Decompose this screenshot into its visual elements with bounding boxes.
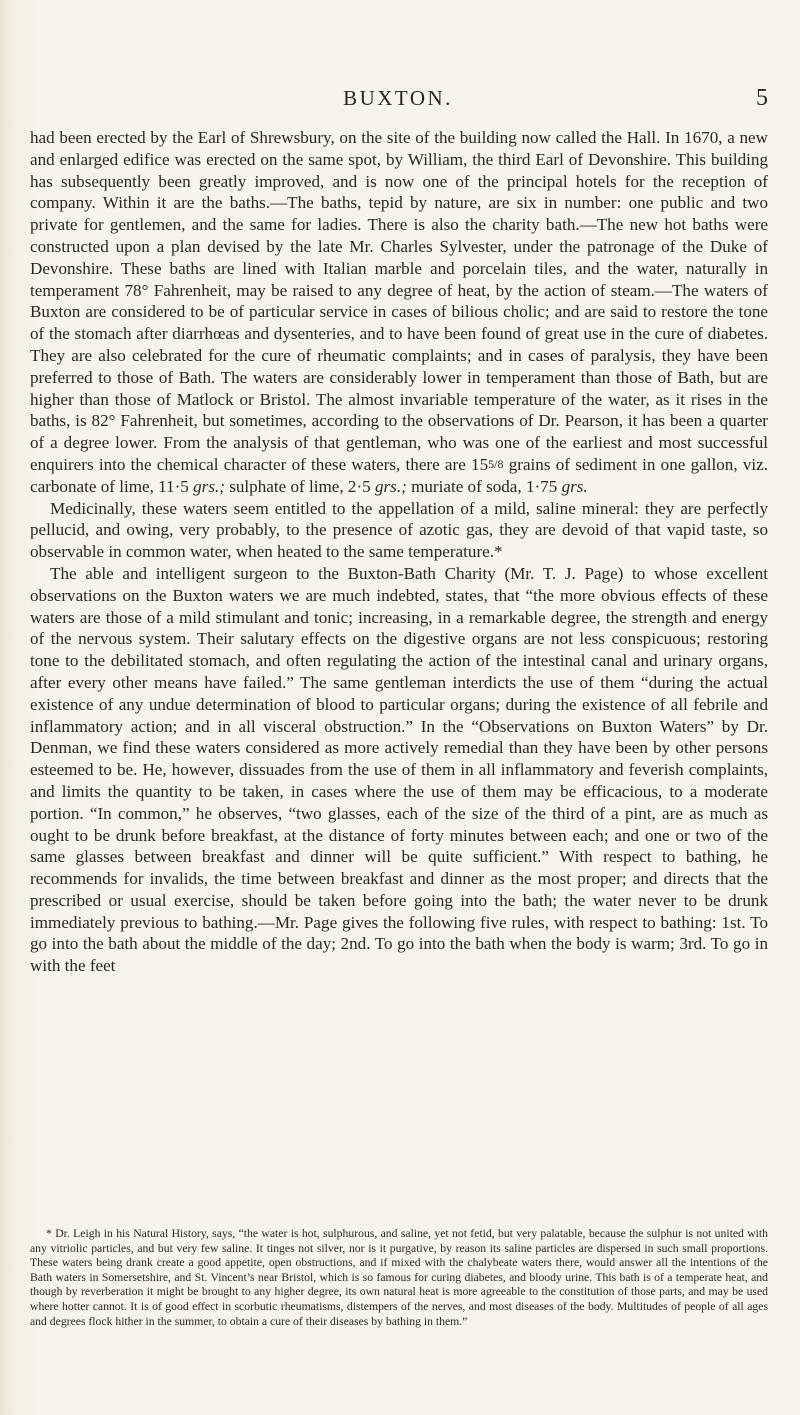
body-text [30,127,768,977]
paragraph-2: Medicinally, these waters seem entitled to the appellation of a mild, saline mineral: they are perfectly pellucid, and owing, very probably, to the presence of azotic gas, they are devoid of that vapid taste, so observable in common water, when heated to the same temperature.* [30,498,768,562]
paragraph-1 [30,127,768,498]
sediment-fraction: 5/8 [488,456,504,471]
footnote: * Dr. Leigh in his Natural History, says, “the water is hot, sulphurous, and saline, yet not fetid, but very palatable, because the sulphur is not united with any vitriolic particles, and but very few saline. It tinges not silver, nor is it purgative, by reason its saline particles are dispersed in such small proportions. These waters being drank create a good appetite, open obstructions, and if mixed with the chalybeate waters there, would answer all the intentions of the Bath waters in Somersetshire, and St. Vincent’s near Bristol, which is so famous for curing diabetes, and bloody urine. This bath is of a temperate heat, and though by reverberation it might be brought to any higher degree, its own natural heat is more agreeable to the constitution of those parts, and may be used where hotter cannot. It is of good effect in scorbutic rheumatisms, distempers of the nerves, and most diseases of the body. Multitudes of people of all ages and degrees flock hither in the summer, to obtain a cure of their diseases by bathing in them.” [30,1227,768,1328]
running-head: BUXTON. [343,86,453,110]
paragraph-1-text-b: grains of sediment in one gallon, viz. carbonate of lime, 11·5 [30,454,768,496]
page-number: 5 [756,85,768,111]
paragraph-1-text-c: sulphate of lime, 2·5 [224,476,375,496]
page-header [28,86,768,116]
grains-abbrev-2: grs.; [374,476,407,496]
grains-abbrev-3: grs. [561,476,588,496]
paragraph-3: The able and intelligent surgeon to the Buxton-Bath Charity (Mr. T. J. Page) to whose excellent observations on the Buxton waters we are much indebted, states, that “the more obvious effects of these waters are those of a mild stimulant and tonic; increasing, in a remarkable degree, the strength and energy of the nervous system. Their salutary effects on the digestive organs are not less conspicuous; restoring tone to the debilitated stomach, and often regulating the action of the intestinal canal and urinary organs, after every other means have failed.” The same gentleman interdicts the use of them “during the actual existence of any undue determination of blood to particular organs; during the existence of all febrile and inflammatory action; and in all visceral obstruction.” In the “Observations on Buxton Waters” by Dr. Denman, we find these waters considered as more actively remedial than they have been by other persons esteemed to be. He, however, dissuades from the use of them in all inflammatory and feverish complaints, and limits the quantity to be taken, in cases where the use of them may be efficacious, to a moderate portion. “In common,” he observes, “two glasses, each of the size of the third of a pint, are as much as ought to be drunk before breakfast, at the distance of forty minutes between each; and one or two of the same glasses between breakfast and dinner will be quite sufficient.” With respect to bathing, he recommends for invalids, the time between breakfast and dinner as the most proper; and directs that the prescribed or usual exercise, should be taken before going into the bath; the water never to be drunk immediately previous to bathing.—Mr. Page gives the following five rules, with respect to bathing: 1st. To go into the bath about the middle of the day; 2nd. To go into the bath when the body is warm; 3rd. To go in with the feet [30,563,768,976]
paragraph-1-text-a: had been erected by the Earl of Shrewsbury, on the site of the building now called the Hall. In 1670, a new and enlarged edifice was erected on the same spot, by William, the third Earl of Devonshire. This building has subsequently been greatly improved, and is now one of the principal hotels for the reception of company. Within it are the baths.—The baths, tepid by nature, are six in number: one public and two private for gentlemen, and the same for ladies. There is also the charity bath.—The new hot baths were constructed upon a plan devised by the late Mr. Charles Sylvester, under the patronage of the Duke of Devonshire. These baths are lined with Italian marble and porcelain tiles, and the water, naturally in temperament 78° Fahrenheit, may be raised to any degree of heat, by the action of steam.—The waters of Buxton are considered to be of particular service in cases of bilious cholic; and are said to restore the tone of the stomach after diarrhœas and dysenteries, and to have been found of great use in the cure of diabetes. They are also celebrated for the cure of rheumatic complaints; and in cases of paralysis, they have been preferred to those of Bath. The waters are considerably lower in temperament than those of Bath, but are higher than those of Matlock or Bristol. The almost invariable temperature of the water, as it rises in the baths, is 82° Fahrenheit, but sometimes, according to the observations of Dr. Pearson, it has been a quarter of a degree lower. From the analysis of that gentleman, who was one of the earliest and most successful enquirers into the chemical character of these waters, there are 15 [30,128,768,474]
grains-abbrev-1: grs.; [193,476,225,496]
paragraph-1-text-d: muriate of soda, 1·75 [406,476,562,496]
